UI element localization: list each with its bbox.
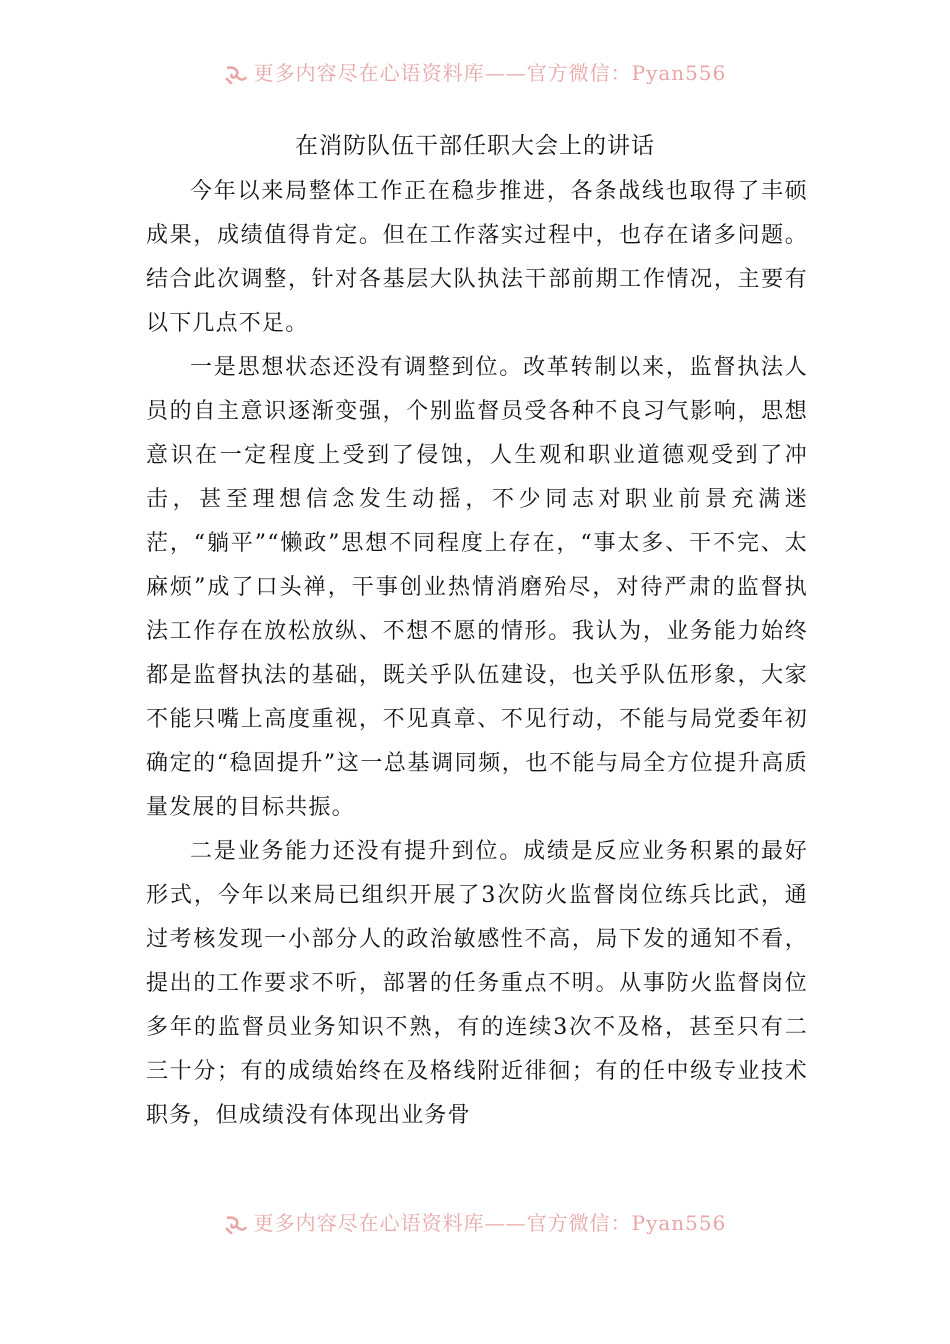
watermark-footer [0,1208,950,1234]
watermark-text: 更多内容尽在心语资料库——官方微信：Pyan556 [253,61,727,84]
logo-icon [224,1215,248,1235]
document-title: 在消防队伍干部任职大会上的讲话 [295,133,655,159]
paragraph-intro: 今年以来局整体工作正在稳步推进，各条战线也取得了丰硕成果，成绩值得肯定。但在工作落实过程中，也存在诸多问题。结合此次调整，针对各基层大队执法干部前期工作情况，主要有以下几点不足。 [146,179,808,336]
watermark-text: 更多内容尽在心语资料库——官方微信：Pyan556 [253,1211,727,1234]
document-body [146,170,808,1138]
logo-icon [224,65,248,85]
watermark-header [0,58,950,84]
paragraph-point-one: 一是思想状态还没有调整到位。改革转制以来，监督执法人员的自主意识逐渐变强，个别监督员受各种不良习气影响，思想意识在一定程度上受到了侵蚀，人生观和职业道德观受到了冲击，甚至理想信念发生动摇，不少同志对职业前景充满迷茫，“躺平”“懒政”思想不同程度上存在，“事太多、干不完、太麻烦”成了口头禅，干事创业热情消磨殆尽，对待严肃的监督执法工作存在放松放纵、不想不愿的情形。我认为，业务能力始终都是监督执法的基础，既关乎队伍建设，也关乎队伍形象，大家不能只嘴上高度重视，不见真章、不见行动，不能与局党委年初确定的“稳固提升”这一总基调同频，也不能与局全方位提升高质量发展的目标共振。 [146,355,808,820]
paragraph-point-two: 二是业务能力还没有提升到位。成绩是反应业务积累的最好形式，今年以来局已组织开展了3次防火监督岗位练兵比武，通过考核发现一小部分人的政治敏感性不高，局下发的通知不看，提出的工作要求不听，部署的任务重点不明。从事防火监督岗位多年的监督员业务知识不熟，有的连续3次不及格，甚至只有二三十分；有的成绩始终在及格线附近徘徊；有的任中级专业技术职务，但成绩没有体现出业务骨 [146,839,808,1128]
